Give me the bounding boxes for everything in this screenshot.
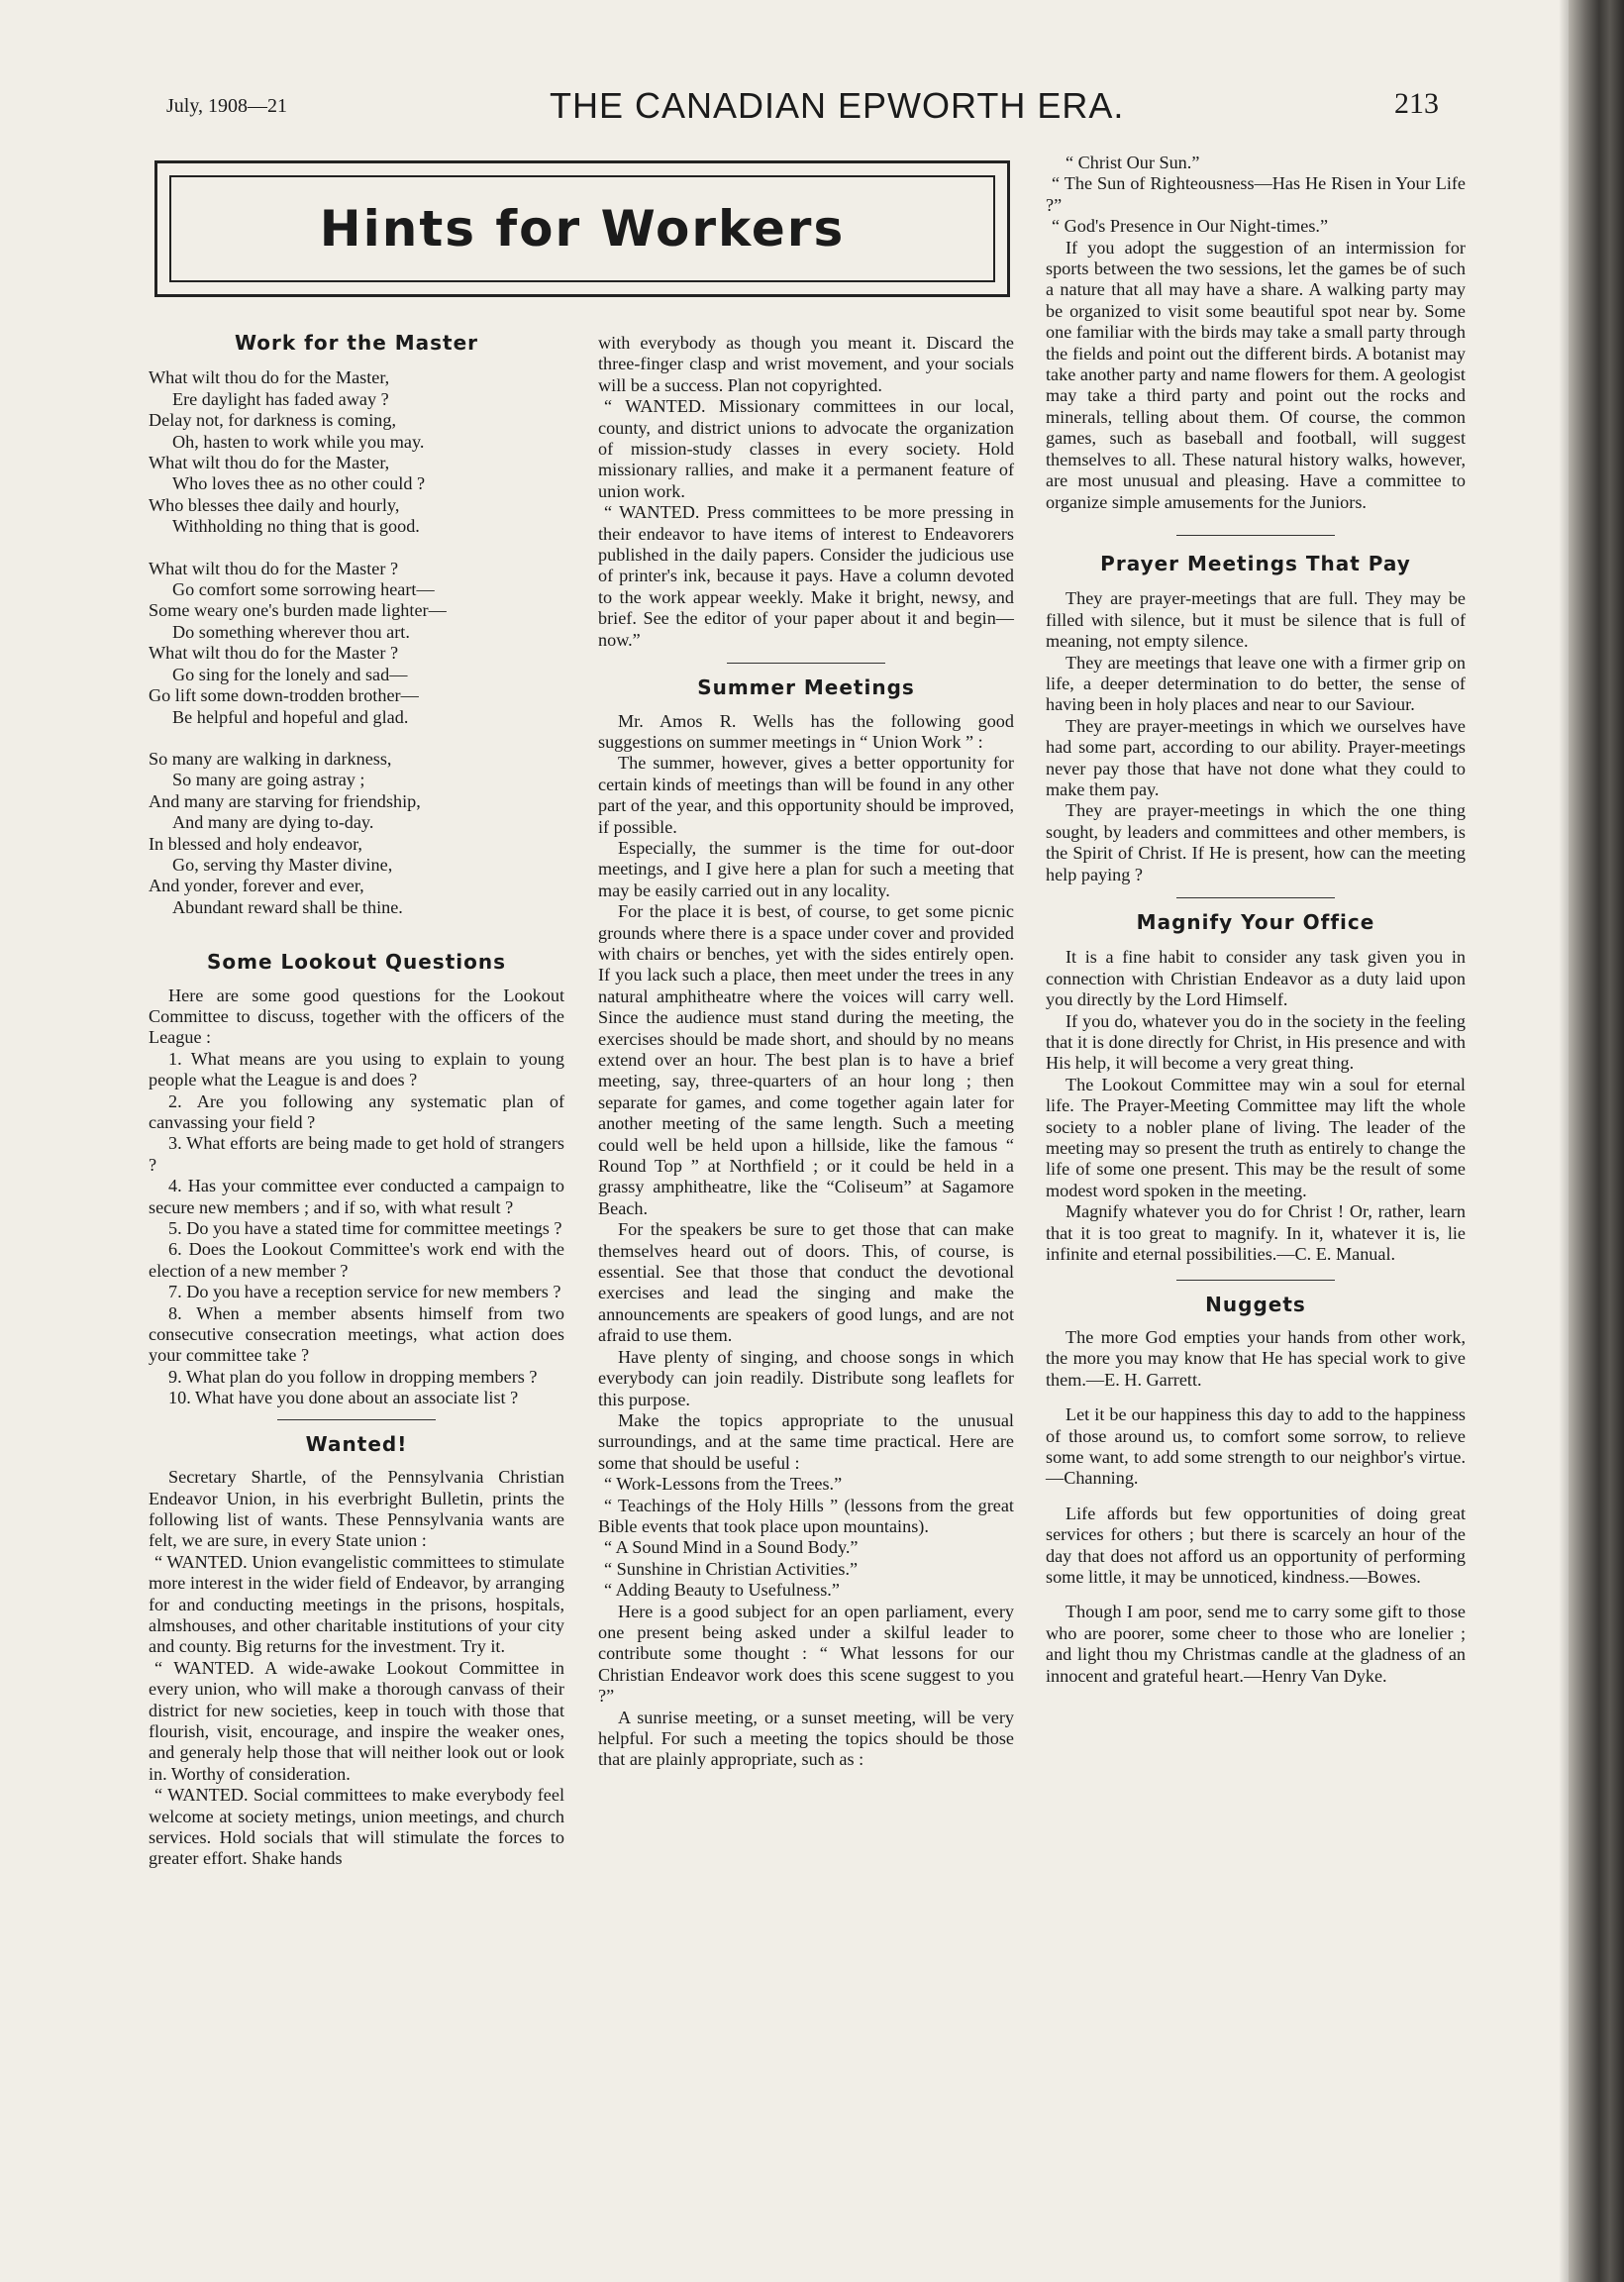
divider-rule bbox=[727, 663, 885, 664]
topic-item: “ Teachings of the Holy Hills ” (lessons from the great Bible events that took place upon mountains). bbox=[598, 1495, 1014, 1536]
divider-rule bbox=[277, 1419, 436, 1420]
summer-text bbox=[598, 711, 1014, 1771]
paragraph: Mr. Amos R. Wells has the following good suggestions on summer meetings in “ Union Work ” : bbox=[598, 710, 1014, 752]
paragraph: “ WANTED. A wide-awake Lookout Committee in every union, who will make a thorough canvass of their district for new societies, keep in touch with those that flourish, visit, encourage, and inspire the weaker ones, and generaly help those that will neither look out or look in. Worthy of consideration. bbox=[149, 1657, 564, 1784]
paragraph: A sunrise meeting, or a sunset meeting, will be very helpful. For such a meeting the topics should be those that are plainly appropriate, such as : bbox=[598, 1707, 1014, 1770]
paragraph: Have plenty of singing, and choose songs in which everybody can join readily. Distribute song leaflets for this purpose. bbox=[598, 1346, 1014, 1409]
poem bbox=[149, 367, 564, 918]
poem-line: And yonder, forever and ever, bbox=[149, 876, 364, 896]
issue-date: July, 1908—21 bbox=[166, 95, 288, 117]
poem-line: Oh, hasten to work while you may. bbox=[172, 431, 425, 452]
poem-line: Go sing for the lonely and sad— bbox=[172, 664, 408, 684]
nugget: Life affords but few opportunities of doing great services for others ; but there is scarcely an hour of the day that does not afford us an opportunity of performing some little, it may be unnoticed, kindness.—Bowes. bbox=[1046, 1503, 1466, 1587]
poem-line: In blessed and holy endeavor, bbox=[149, 833, 362, 854]
paragraph: “ WANTED. Union evangelistic committees to stimulate more interest in the wider field of Endeavor, by arranging for and conducting meetings in the prisons, hospitals, almshouses, and other charitable institutions of your city and county. Big returns for the investment. Try it. bbox=[149, 1551, 564, 1657]
magazine-title: THE CANADIAN EPWORTH ERA. bbox=[550, 85, 1125, 126]
poem-line: Do something wherever thou art. bbox=[172, 621, 410, 642]
paragraph: “ WANTED. Press committees to be more pressing in their endeavor to have items of interest to Endeavorers published in the daily papers. Consider the judicious use of printer's ink, because it pays. Have a column devoted to the work appear weekly. Make it bright, newsy, and brief. See the editor of your paper about it and begin—now.” bbox=[598, 502, 1014, 650]
page-number: 213 bbox=[1394, 87, 1439, 120]
poem-line: What wilt thou do for the Master, bbox=[149, 453, 390, 473]
poem-line: Go, serving thy Master divine, bbox=[172, 854, 393, 875]
question: 9. What plan do you follow in dropping members ? bbox=[168, 1366, 538, 1387]
poem-line: So many are walking in darkness, bbox=[149, 748, 392, 769]
poem-line: And many are starving for friendship, bbox=[149, 790, 421, 811]
question: 2. Are you following any systematic plan of canvassing your field ? bbox=[149, 1090, 564, 1132]
paragraph: with everybody as though you meant it. Discard the three-finger clasp and wrist movement, and your socials will be a success. Plan not copyrighted. bbox=[598, 333, 1014, 395]
topic-item: “ The Sun of Righteousness—Has He Risen in Your Life ?” bbox=[1046, 173, 1466, 215]
column-2 bbox=[598, 333, 1014, 1771]
question: 5. Do you have a stated time for committee meetings ? bbox=[168, 1218, 562, 1239]
column-3 bbox=[1046, 153, 1466, 1687]
nuggets-heading: Nuggets bbox=[1205, 1292, 1306, 1316]
paragraph: They are prayer-meetings that are full. They may be filled with silence, but it must be silence that is full of meaning, not empty silence. bbox=[1046, 588, 1466, 652]
poem-line: What wilt thou do for the Master ? bbox=[149, 643, 399, 664]
poem-line: Abundant reward shall be thine. bbox=[172, 896, 403, 917]
paragraph: They are prayer-meetings in which we ourselves have had some part, according to our ability. Prayer-meetings never pay those that have not done what they could to make them pay. bbox=[1046, 715, 1466, 799]
book-binding bbox=[1569, 0, 1624, 2282]
poem-line: Withholding no thing that is good. bbox=[172, 516, 420, 537]
poem-line: So many are going astray ; bbox=[172, 770, 365, 790]
poem-line: Some weary one's burden made lighter— bbox=[149, 600, 447, 621]
nugget: Let it be our happiness this day to add to the happiness of those around us, to comfort some sorrow, to relieve some want, to add some strength to our neighbor's virtue.—Channing. bbox=[1046, 1404, 1466, 1489]
question: 10. What have you done about an associate list ? bbox=[168, 1388, 519, 1408]
magnify-heading: Magnify Your Office bbox=[1136, 910, 1375, 934]
poem-line: Who blesses thee daily and hourly, bbox=[149, 494, 400, 515]
paragraph: “ WANTED. Missionary committees in our local, county, and district unions to advocate the organization of mission-study classes in every society. Hold missionary rallies, and make it a permanent feature of union work. bbox=[598, 396, 1014, 501]
topic-item: “ A Sound Mind in a Sound Body.” bbox=[604, 1537, 859, 1558]
paragraph: Magnify whatever you do for Christ ! Or, rather, learn that it is too great to magnify. In it, whatever it is, lie infinite and eternal possibilities.—C. E. Manual. bbox=[1046, 1201, 1466, 1265]
paragraph: They are meetings that leave one with a firmer grip on life, a deeper determination to do better, the sense of having been in holy places and near to our Saviour. bbox=[1046, 652, 1466, 715]
lookout-text bbox=[149, 985, 564, 1409]
paragraph: If you adopt the suggestion of an intermission for sports between the two sessions, let the games be of such a nature that all may have a share. A walking party may be organized to visit some beautiful spot near by. Some one familiar with the birds may take a small party through the fields and point out the different birds. A botanist may take another party and name flowers for them. A geologist may take a third party and point out the rocks and minerals, telling about them. Of course, the common games, such as baseball and football, will suggest themselves to all. These natural history walks, however, are most unusual and pleasing. Have a committee to organize simple amusements for the Juniors. bbox=[1046, 237, 1466, 512]
prayer-text bbox=[1046, 588, 1466, 885]
paragraph: If you do, whatever you do in the society in the feeling that it is done directly for Christ, in His presence and with His help, it will become a very great thing. bbox=[1046, 1010, 1466, 1074]
poem-line: Ere daylight has faded away ? bbox=[172, 388, 389, 409]
question: 4. Has your committee ever conducted a campaign to secure new members ; and if so, with what result ? bbox=[149, 1176, 564, 1217]
poem-line: And many are dying to-day. bbox=[172, 812, 374, 833]
paragraph: Here is a good subject for an open parliament, every one present being asked under a skilful leader to contribute some thought : “ What lessons for our Christian Endeavor work does this scene suggest to you ?” bbox=[598, 1601, 1014, 1707]
topic-item: “ Sunshine in Christian Activities.” bbox=[604, 1558, 859, 1579]
poem-heading: Work for the Master bbox=[234, 331, 479, 355]
nugget: The more God empties your hands from other work, the more you may know that He has special work to give them.—E. H. Garrett. bbox=[1046, 1326, 1466, 1390]
paragraph: Make the topics appropriate to the unusual surroundings, and at the same time practical. Here are some that should be useful : bbox=[598, 1409, 1014, 1473]
topic-item: “ Work-Lessons from the Trees.” bbox=[604, 1474, 843, 1495]
paragraph: They are prayer-meetings in which the one thing sought, by leaders and committees and other members, is the Spirit of Christ. If He is present, how can the meeting help paying ? bbox=[1046, 800, 1466, 884]
question: 6. Does the Lookout Committee's work end with the election of a new member ? bbox=[149, 1239, 564, 1281]
paragraph: Here are some good questions for the Lookout Committee to discuss, together with the officers of the League : bbox=[149, 985, 564, 1048]
topic-item: “ God's Presence in Our Night-times.” bbox=[1052, 216, 1329, 237]
question: 7. Do you have a reception service for new members ? bbox=[168, 1282, 561, 1302]
paragraph: The summer, however, gives a better opportunity for certain kinds of meetings than will be found in any other part of the year, and this opportunity should be improved, if possible. bbox=[598, 753, 1014, 837]
lookout-heading: Some Lookout Questions bbox=[206, 950, 506, 975]
nuggets-text bbox=[1046, 1327, 1466, 1687]
paragraph: The Lookout Committee may win a soul for eternal life. The Prayer-Meeting Committee may lift the whole society to a nobler plane of living. The leader of the meeting may so present the truth as entirely to change the life of some one present. This may be the result of some modest word spoken in the meeting. bbox=[1046, 1074, 1466, 1200]
prayer-heading: Prayer Meetings That Pay bbox=[1100, 551, 1411, 575]
paragraph: Secretary Shartle, of the Pennsylvania Christian Endeavor Union, in his everbright Bulletin, prints the following list of wants. These Pennsylvania wants are felt, we are sure, in every State union : bbox=[149, 1467, 564, 1551]
magnify-text bbox=[1046, 947, 1466, 1265]
paragraph: “ WANTED. Social committees to make everybody feel welcome at society metings, union meetings, and church services. Hold socials that will stimulate the forces to greater effort. Shake hands bbox=[149, 1785, 564, 1869]
poem-line: What wilt thou do for the Master ? bbox=[149, 558, 399, 578]
topic-item: “ Adding Beauty to Usefulness.” bbox=[604, 1580, 840, 1601]
column-1 bbox=[149, 333, 564, 1870]
section-title-box bbox=[154, 160, 1010, 297]
summer-heading: Summer Meetings bbox=[697, 675, 915, 700]
question: 8. When a member absents himself from two consecutive consecration meetings, what action does your committee take ? bbox=[149, 1302, 564, 1366]
poem-line: What wilt thou do for the Master, bbox=[149, 367, 390, 388]
poem-line: Be helpful and hopeful and glad. bbox=[172, 706, 409, 727]
divider-rule bbox=[1176, 897, 1335, 898]
divider-rule bbox=[1176, 1280, 1335, 1281]
poem-line: Who loves thee as no other could ? bbox=[172, 473, 426, 494]
paragraph: For the place it is best, of course, to get some picnic grounds where there is a space under cover and provided with chairs or benches, yet with the sides entirely open. If you lack such a place, then meet under the trees in any natural amphitheatre where the voices will carry well. Since the audience must stand during the meeting, the exercises should be made short, and should by no means extend over an hour. The best plan is to have a brief meeting, say, three-quarters of an hour long ; then separate for games, and come together again later for another meeting of the same length. Such a meeting could well be held upon a hillside, like the famous “ Round Top ” at Northfield ; or it could be held in a grassy amphitheatre, like the “Coliseum” at Sagamore Beach. bbox=[598, 901, 1014, 1218]
wanted-text bbox=[149, 1467, 564, 1870]
paragraph: Especially, the summer is the time for out-door meetings, and I give here a plan for such a meeting that may be easily carried out in any locality. bbox=[598, 837, 1014, 900]
question: 1. What means are you using to explain to young people what the League is and does ? bbox=[149, 1048, 564, 1090]
paragraph: For the speakers be sure to get those that can make themselves heard out of doors. This, of course, is essential. See that those that conduct the devotional exercises and lead the singing and make the announcements are speakers of good lungs, and are not afraid to use them. bbox=[598, 1219, 1014, 1346]
poem-line: Go lift some down-trodden brother— bbox=[149, 685, 419, 706]
nugget: Though I am poor, send me to carry some gift to those who are poorer, some cheer to those who are lonelier ; and light thou my Christmas candle at the gladness of an innocent and grateful heart.—Henry Van Dyke. bbox=[1046, 1602, 1466, 1686]
poem-line: Go comfort some sorrowing heart— bbox=[172, 579, 435, 600]
wanted-heading: Wanted! bbox=[305, 1431, 408, 1456]
section-title: Hints for Workers bbox=[319, 200, 846, 258]
question: 3. What efforts are being made to get hold of strangers ? bbox=[149, 1133, 564, 1175]
divider-rule bbox=[1176, 535, 1335, 536]
poem-line: Delay not, for darkness is coming, bbox=[149, 410, 397, 431]
topic-item: “ Christ Our Sun.” bbox=[1066, 153, 1200, 172]
paragraph: It is a fine habit to consider any task given you in connection with Christian Endeavor as a duty laid upon you directly by the Lord Himself. bbox=[1046, 947, 1466, 1010]
